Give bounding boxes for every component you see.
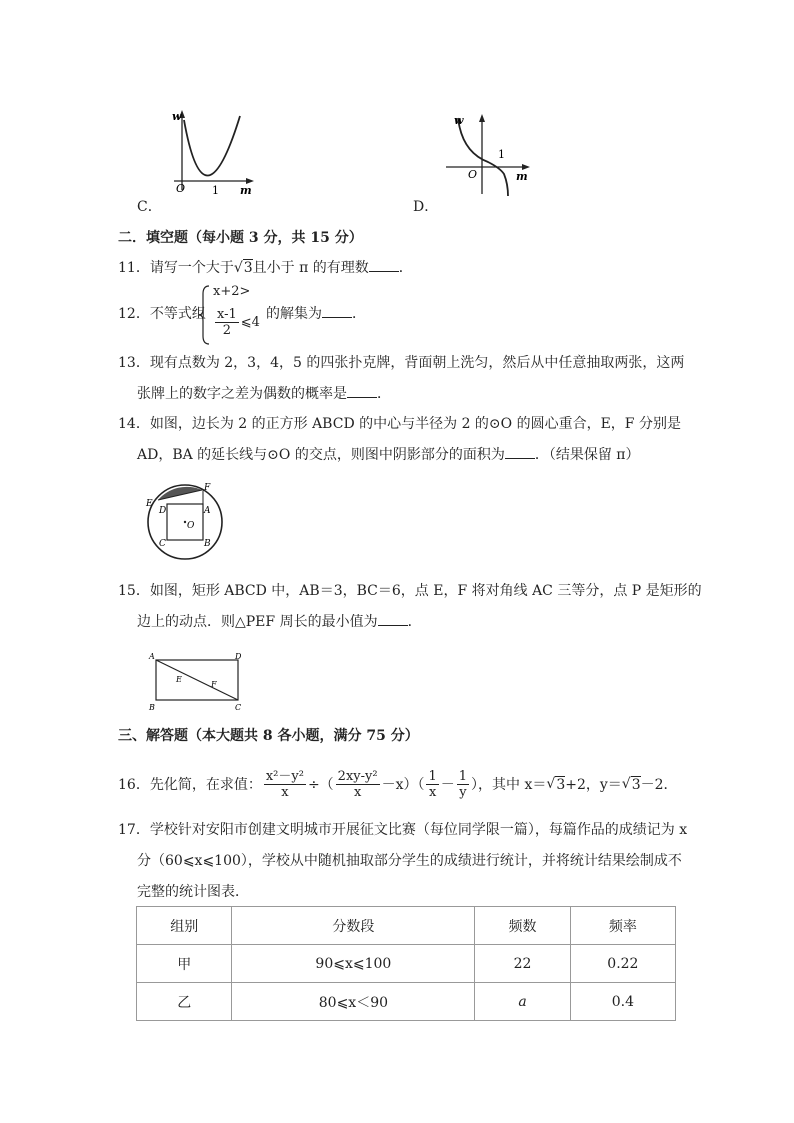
answer-blank-15[interactable] (378, 613, 408, 626)
table-row (137, 983, 676, 1021)
answer-blank-12[interactable] (322, 305, 352, 318)
label-B: B (149, 703, 155, 710)
table-cell: a (475, 983, 570, 1021)
question-17-line-3: 完整的统计图表． (137, 884, 249, 900)
option-d-label: D． (413, 199, 439, 215)
question-12-prefix: 12．不等式组 (118, 306, 206, 322)
label-E: E (176, 675, 182, 684)
question-16: 16．先化简，在求值： $\frac{\text{x²－y²}}{x}$ ÷（ $\frac{\text{2xy-y²}}{x}$ －x）（ $\frac{1}{x}$ － $\frac{1}{y}$ ），其中 x＝ √ 3 +2，y＝ √ 3 －2． (118, 768, 678, 800)
table-cell: 0.4 (570, 983, 675, 1021)
label-F: F (204, 483, 211, 493)
figure-15-rectangle (146, 648, 250, 710)
answer-blank-14[interactable] (505, 446, 535, 459)
table-cell: 0.22 (570, 945, 675, 983)
figure-d-graph (440, 110, 540, 200)
figure-14-circle-square (140, 480, 230, 564)
question-15-line-2: 边上的动点．则△PEF 周长的最小值为 ． (137, 614, 422, 630)
question-14-line-2: AD，BA 的延长线与⊙O 的交点，则图中阴影部分的面积为 ．（结果保留 π） (137, 447, 640, 463)
table-row (137, 945, 676, 983)
question-17-line-1: 17．学校针对安阳市创建文明城市开展征文比赛（每位同学限一篇），每篇作品的成绩记为 x (118, 822, 688, 838)
label-E: E (146, 499, 153, 509)
label-D: D (235, 652, 242, 661)
label-A: A (149, 652, 155, 661)
table-header-row (137, 907, 676, 945)
system-row-1: x+2> (213, 284, 251, 299)
table-cell: 80⩽x＜90 (232, 983, 475, 1021)
section-2-title: 二．填空题（每小题 3 分，共 15 分） (118, 230, 363, 246)
question-12-suffix: 的解集为 ． (266, 306, 366, 322)
option-c-label: C． (137, 199, 162, 215)
system-row-2: $\frac{x-1}{2}$ ⩽4 (217, 307, 260, 338)
question-14-line-1: 14．如图，边长为 2 的正方形 ABCD 的中心与半径为 2 的⊙O 的圆心重合，E，F 分别是 (118, 416, 681, 432)
question-13-line-2: 张牌上的数字之差为偶数的概率是 ． (137, 386, 391, 402)
question-13-line-1: 13．现有点数为 2，3，4，5 的四张扑克牌，背面朝上洗匀，然后从中任意抽取两张，这两 (118, 355, 685, 371)
answer-blank-13[interactable] (347, 385, 377, 398)
label-F: F (211, 680, 217, 689)
brace-icon (199, 284, 211, 346)
label-C: C (235, 703, 242, 710)
statistics-table (136, 906, 676, 1021)
figure-d-origin: O (468, 168, 478, 181)
table-header: 组别 (137, 907, 232, 945)
question-17-line-2: 分（60⩽x⩽100），学校从中随机抽取部分学生的成绩进行统计，并将统计结果绘制成不 (137, 853, 682, 869)
figure-c-m-label: m (240, 184, 252, 197)
figure-d-tick: 1 (498, 148, 505, 161)
label-A: A (204, 506, 211, 516)
table-header: 频数 (475, 907, 570, 945)
question-15-line-1: 15．如图，矩形 ABCD 中，AB＝3，BC＝6，点 E，F 将对角线 AC 三等分，点 P 是矩形的 (118, 583, 702, 599)
figure-c-tick: 1 (212, 184, 219, 197)
label-C: C (159, 539, 166, 549)
table-cell: 乙 (137, 983, 232, 1021)
question-11: 11．请写一个大于√3且小于 π 的有理数 ． (118, 260, 413, 276)
table-header: 分数段 (232, 907, 475, 945)
label-D: D (159, 506, 167, 516)
figure-d-w-label: w (454, 114, 464, 127)
figure-d-m-label: m (516, 170, 528, 183)
label-B: B (204, 539, 211, 549)
figure-c-w-label: w (172, 110, 182, 123)
table-cell: 甲 (137, 945, 232, 983)
answer-blank-11[interactable] (369, 259, 399, 272)
table-cell: 90⩽x⩽100 (232, 945, 475, 983)
table-cell: 22 (475, 945, 570, 983)
section-3-title: 三、解答题（本大题共 8 各小题，满分 75 分） (118, 728, 419, 744)
figure-c-graph (160, 108, 260, 198)
label-O: O (187, 521, 195, 531)
figure-c-origin: O (176, 182, 186, 195)
table-header: 频率 (570, 907, 675, 945)
